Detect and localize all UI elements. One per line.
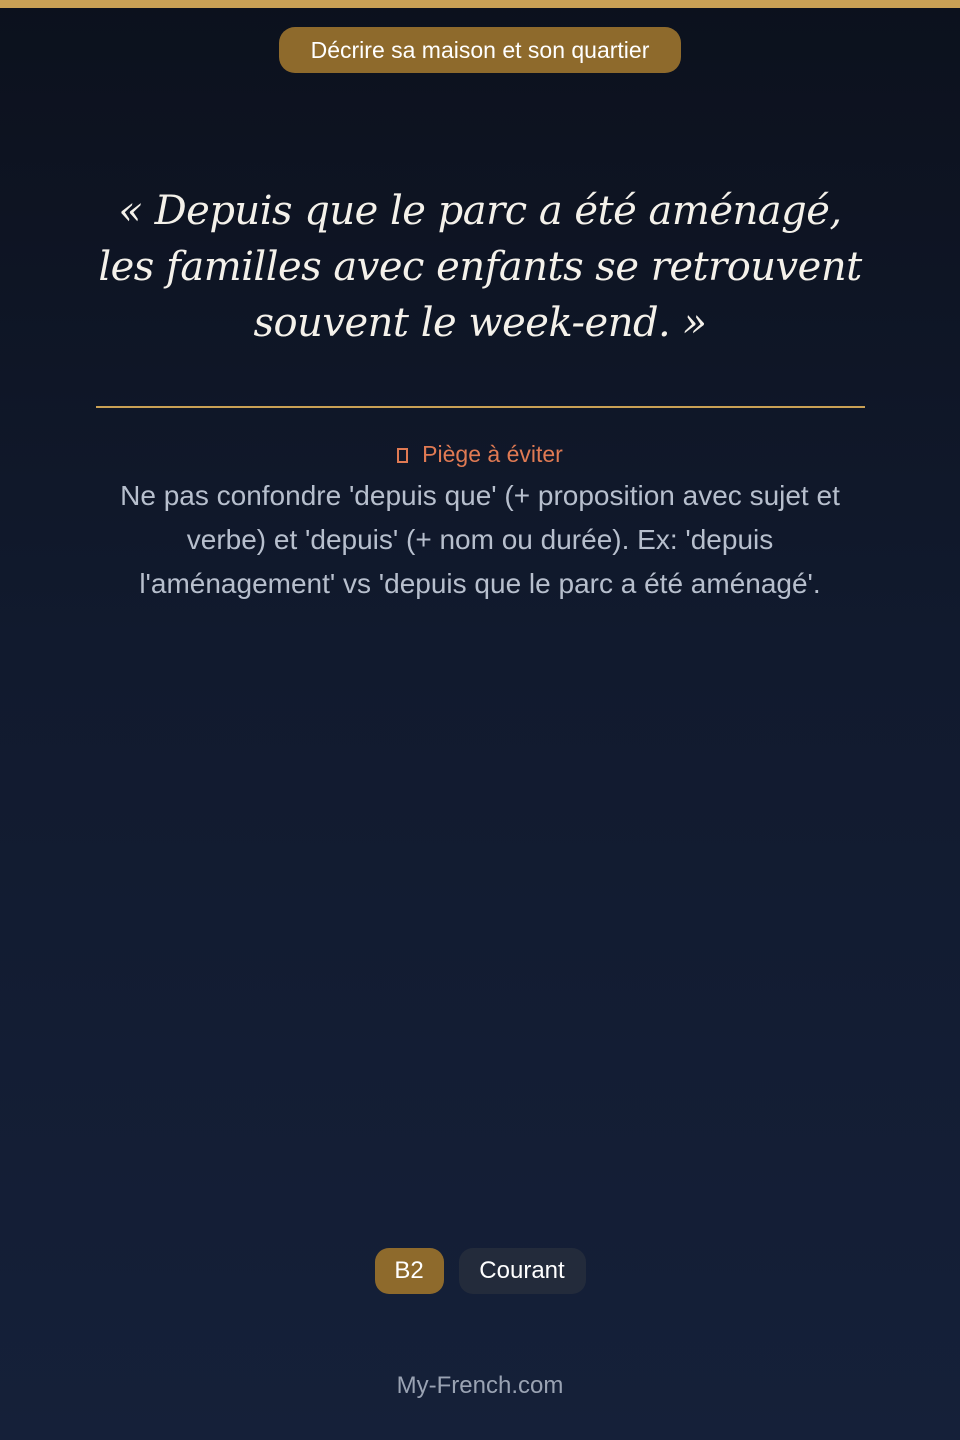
warning-icon bbox=[397, 448, 408, 463]
divider bbox=[96, 406, 865, 408]
pitfall-heading bbox=[0, 439, 960, 469]
site-footer: My-French.com bbox=[396, 1372, 564, 1399]
register-tag: Courant bbox=[459, 1248, 586, 1294]
pitfall-explanation: Ne pas confondre 'depuis que' (+ proposition avec sujet et verbe) et 'depuis' (+ nom ou durée). Ex: 'depuis l'aménagement' vs 'depuis que le parc a été aménagé'. bbox=[120, 480, 840, 599]
example-quote: « Depuis que le parc a été aménagé, les familles avec enfants se retrouvent souvent le week-end. » bbox=[98, 188, 862, 346]
tag-row bbox=[0, 1248, 960, 1294]
level-tag: B2 bbox=[375, 1248, 444, 1294]
topic-badge: Décrire sa maison et son quartier bbox=[279, 27, 681, 73]
accent-bar bbox=[0, 0, 960, 8]
pitfall-title: Piège à éviter bbox=[422, 441, 563, 467]
